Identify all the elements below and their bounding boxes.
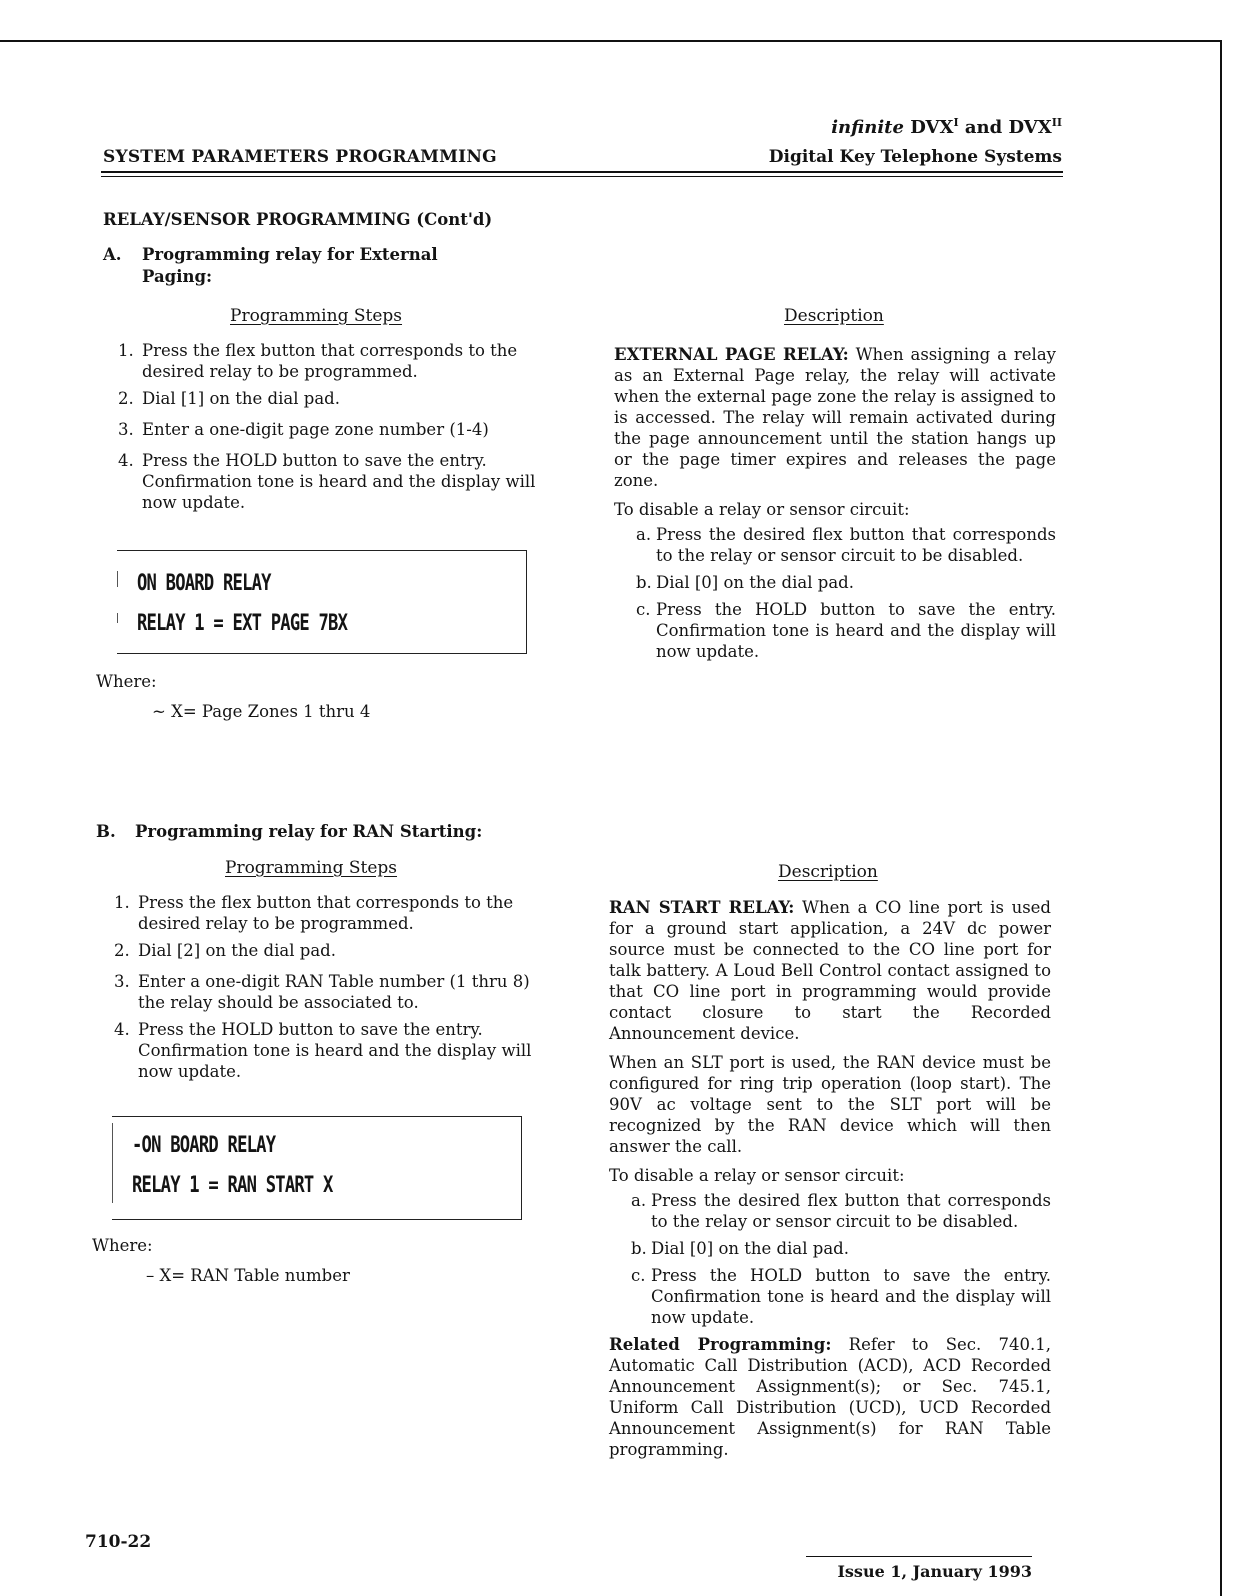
footer-rule (806, 1556, 1032, 1557)
section-a-disable-step: a. Press the desired flex button that corresponds to the relay or sensor circuit to be disabled. (636, 525, 1056, 565)
header-product-line (831, 116, 1062, 138)
section-a-display-box (117, 550, 527, 654)
section-b-steps (114, 892, 544, 1088)
section-b-description-heading: Description (778, 862, 878, 882)
section-a-step: 3. Enter a one-digit page zone number (1-4) (118, 420, 489, 439)
section-b-disable-step: a. Press the desired flex button that corresponds to the relay or sensor circuit to be disabled. (631, 1191, 1051, 1231)
section-b-disable-intro: To disable a relay or sensor circuit: (609, 1166, 905, 1185)
display-edge-mark (117, 571, 118, 587)
section-a-description-heading: Description (784, 306, 884, 326)
section-b-letter: B. (96, 822, 116, 841)
section-a-disable-step: c. Press the HOLD button to save the entry. Confirmation tone is heard and the display will now update. (636, 600, 1056, 661)
section-b-where-item: – X= RAN Table number (146, 1266, 350, 1285)
section-a-where-item: ~ X= Page Zones 1 thru 4 (152, 702, 371, 721)
section-a-step: 1. Press the flex button that corresponds to the desired relay to be programmed. (118, 341, 518, 381)
header-sup-1: I (953, 116, 959, 129)
header-product: DVX (910, 117, 954, 138)
section-b-step: 4. Press the HOLD button to save the entry. Confirmation tone is heard and the display will now update. (114, 1020, 532, 1081)
section-b-steps-heading: Programming Steps (225, 858, 398, 878)
header-section-title: SYSTEM PARAMETERS PROGRAMMING (103, 147, 497, 167)
section-b-related-programming: Related Programming: Refer to Sec. 740.1, Automatic Call Distribution (ACD), ACD Recorded Announcement Assignment(s); or Sec. 745.1, Uniform Call Distribution (UCD), UCD Recorded Announcement Assignment(s) for RAN Table programming. (609, 1335, 1051, 1459)
section-a-heading (103, 244, 553, 290)
header-brand: infinite (831, 117, 904, 138)
section-b-display-line-2: RELAY 1 = RAN START X (132, 1173, 333, 1198)
display-edge-mark (117, 613, 118, 623)
header-product-subtitle: Digital Key Telephone Systems (768, 147, 1062, 167)
section-a-steps-heading: Programming Steps (230, 306, 403, 326)
section-b-disable-step: c. Press the HOLD button to save the entry. Confirmation tone is heard and the display will now update. (631, 1266, 1051, 1327)
section-b-heading (96, 821, 596, 845)
section-b-title: Programming relay for RAN Starting: (135, 822, 483, 841)
section-b-disable-step: b. Dial [0] on the dial pad. (631, 1239, 849, 1258)
header-rule-thin (101, 176, 1063, 177)
section-a-letter: A. (103, 245, 122, 264)
section-b-display-box (112, 1116, 522, 1220)
section-a-disable-intro: To disable a relay or sensor circuit: (614, 500, 910, 519)
header-and-product: and DVX (964, 117, 1052, 138)
section-b-step: 2. Dial [2] on the dial pad. (114, 941, 336, 960)
section-a-display-line-1: ON BOARD RELAY (137, 571, 271, 596)
display-edge-mark (112, 1123, 113, 1203)
header-sup-2: II (1051, 116, 1062, 129)
section-title: RELAY/SENSOR PROGRAMMING (Cont'd) (103, 210, 493, 229)
footer-page-number: 710-22 (85, 1532, 152, 1552)
section-b-description (609, 897, 1051, 1468)
footer-issue: Issue 1, January 1993 (837, 1562, 1032, 1581)
section-a-title: Programming relay for External Paging: (142, 245, 438, 286)
section-b-where-label: Where: (92, 1236, 153, 1255)
section-a-description-paragraph: EXTERNAL PAGE RELAY: When assigning a relay as an External Page relay, the relay will activate when the external page zone the relay is assigned to is accessed. The relay will remain activated during the page announcement until the station hangs up or the page timer expires and releases the page zone. (614, 345, 1056, 490)
section-a-step: 4. Press the HOLD button to save the entry. Confirmation tone is heard and the display will now update. (118, 451, 536, 512)
section-b-display-line-1: -ON BOARD RELAY (132, 1133, 276, 1158)
section-b-description-paragraph-2: When an SLT port is used, the RAN device must be configured for ring trip operation (loop start). The 90V ac voltage sent to the SLT port will be recognized by the RAN device which will then answer the call. (609, 1053, 1051, 1156)
header-rule-thick (101, 171, 1063, 173)
section-b-step: 1. Press the flex button that corresponds to the desired relay to be programmed. (114, 893, 514, 933)
section-a-step: 2. Dial [1] on the dial pad. (118, 389, 340, 408)
section-a-where-label: Where: (96, 672, 157, 691)
section-b-description-paragraph: RAN START RELAY: When a CO line port is used for a ground start application, a 24V dc power source must be connected to the CO line port for talk battery. A Loud Bell Control contact assigned to that CO line port in programming would provide contact closure to start the Recorded Announcement device. (609, 898, 1051, 1043)
section-a-display-line-2: RELAY 1 = EXT PAGE 7BX (137, 611, 348, 636)
section-a-steps (118, 340, 548, 519)
section-b-step: 3. Enter a one-digit RAN Table number (1 thru 8) the relay should be associated to. (114, 972, 530, 1012)
section-a-disable-step: b. Dial [0] on the dial pad. (636, 573, 854, 592)
section-a-description (614, 344, 1056, 668)
